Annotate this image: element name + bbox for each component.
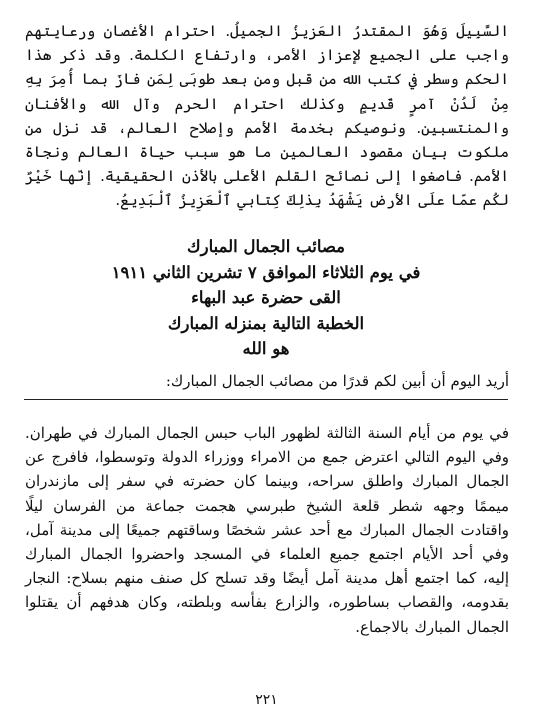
body-paragraph: في يوم من أيام السنة الثالثة لظهور الباب حبس الجمال المبارك في طهران. وفي اليوم التالي اعترض جمع من الامراء ووزراء الدولة وتوسطوا، فافرج عن الجمال المبارك واطلق سراحه، وبينما كان حضرته في سفر إلى مازندران ميممًا وجهه شطر قلعة الشيخ طبرسي هجمت جماعة من الفرسان ليلًا واقتادت الجمال المبارك مع أحد عشر شخصًا وساقتهم جميعًا إلى مدينة آمل، وفي أحد الأيام اجتمع جميع العلماء في المسجد واحضروا الجمال المبارك إليه، كما اجتمع أهل مدينة آمل أيضًا وقد تسلح كل صنف منهم بسلاح: النجار بقدومه، والقصاب بساطوره، والزارع بفأسه وبلطته، وكان هدفهم أن يقتلوا الجمال المبارك بالاجماع. bbox=[25, 424, 509, 636]
section-invocation: هو الله bbox=[242, 339, 290, 358]
section-speaker-line: القى حضرة عبد البهاء bbox=[191, 288, 341, 307]
section-date-line: في يوم الثلاثاء الموافق ٧ تشرين الثاني ١٩١١ bbox=[111, 262, 421, 282]
page-number: ٢٢١ bbox=[255, 692, 278, 708]
intro-line: أريد اليوم أن أبين لكم قدرًا من مصائب الجمال المبارك: bbox=[165, 372, 509, 390]
section-title: مصائب الجمال المبارك bbox=[187, 237, 345, 256]
horizontal-rule bbox=[24, 399, 508, 400]
section-venue-line: الخطبة التالية بمنزله المبارك bbox=[167, 313, 365, 333]
section-heading-group bbox=[24, 234, 508, 362]
top-paragraph: السَّبِيلَ وَهُوَ المقتدرُ العَزيزُ الجميلُ. احترام الأغصان ورعايتهم واجب على الجميع لإعزاز الأمر، وارتفاع الكلمة. وقد ذكر هذا الحكم وسطر في كتب الله من قبل ومن بعد طوبَى لِمَن فازَ بما أُمِرَ بِهِ مِنْ لَدُنْ آمرٍ قَديمٍ وكذلك احترام الحرم وآل الله والأفنان والمنتسبين. ونوصيكم بخدمة الأمم وإصلاح العالم، قد نزل من ملكوت بيان مقصود العالمين ما هو سبب حياة العالم ونجاة الأمم. فاصغوا إلى نصائح القلم الأعلى بالأذن الحقيقية. إنّها خَيْرٌ لكُم عمّا علَى الأرض يَشْهَدُ بِذلِكَ كِتابي ٱلْعَزِيزُ ٱلْبَدِيعُ. bbox=[25, 22, 509, 210]
